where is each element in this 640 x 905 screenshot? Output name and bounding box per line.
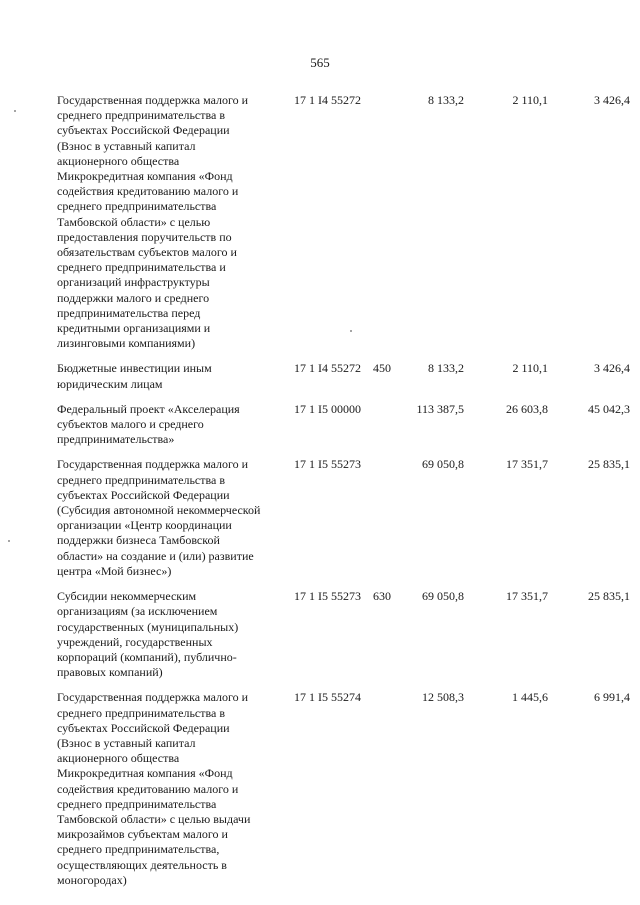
row-value-3: 6 991,4 xyxy=(594,690,630,705)
row-value-2: 17 351,7 xyxy=(506,589,548,604)
table-row xyxy=(0,402,640,448)
table-row xyxy=(0,457,640,579)
row-value-3: 3 426,4 xyxy=(594,361,630,376)
row-value-1: 12 508,3 xyxy=(422,690,464,705)
row-name: Бюджетные инвестиции иным юридическим лицам xyxy=(57,361,212,391)
row-value-1: 69 050,8 xyxy=(422,457,464,472)
row-value-1: 8 133,2 xyxy=(428,93,464,107)
row-name: Государственная поддержка малого и среднего предпринимательства в субъектах Российской Федерации (Взнос в уставный капитал акционерного общества Микрокредитная компания «Фонд содействия кредитованию малого и среднего предпринимательства Тамбовской области» с целью выдачи микрозаймов субъектам малого и среднего предпринимательства, осуществляющих деятельность в моногородах) xyxy=(57,690,251,887)
budget-table xyxy=(0,93,640,898)
row-expense-type: 450 xyxy=(373,361,391,376)
row-name: Государственная поддержка малого и среднего предпринимательства в субъектах Российской Федерации (Взнос в уставный капитал акционерного общества Микрокредитная компания «Фонд содействия кредитованию малого и среднего предпринимательства Тамбовской области» с целью предоставления поручительств по обязательствам субъектов малого и среднего предпринимательства и организаций инфраструктуры поддержки малого и среднего предпринимательства перед кредитными организациями и лизинговыми компаниями) xyxy=(57,93,249,351)
row-value-3: 25 835,1 xyxy=(588,457,630,472)
row-code: 17 1 I5 55274 xyxy=(294,690,361,705)
row-value-3: 3 426,4 xyxy=(594,93,630,107)
row-value-1: 113 387,5 xyxy=(416,401,464,416)
row-value-1: 8 133,2 xyxy=(428,361,464,376)
row-expense-type: 630 xyxy=(373,589,391,604)
table-row xyxy=(0,361,640,391)
row-code: 17 1 I5 00000 xyxy=(294,401,361,416)
table-row xyxy=(0,93,640,351)
row-value-2: 17 351,7 xyxy=(506,457,548,472)
row-value-2: 26 603,8 xyxy=(506,401,548,416)
row-value-3: 45 042,3 xyxy=(588,401,630,416)
row-code: 17 1 I4 55272 xyxy=(294,361,361,376)
row-code: 17 1 I4 55272 xyxy=(294,93,361,107)
row-code: 17 1 I5 55273 xyxy=(294,457,361,472)
row-name: Государственная поддержка малого и среднего предпринимательства в субъектах Российской Федерации (Субсидия автономной некоммерческой организации «Центр координации поддержки бизнеса Тамбовской области» на создание и (или) развитие центра «Мой бизнес») xyxy=(57,457,261,578)
table-row xyxy=(0,690,640,888)
row-name: Федеральный проект «Акселерация субъектов малого и среднего предпринимательства» xyxy=(57,401,240,447)
page-number: 565 xyxy=(310,55,330,70)
row-value-1: 69 050,8 xyxy=(422,589,464,604)
table-row xyxy=(0,589,640,680)
row-value-3: 25 835,1 xyxy=(588,589,630,604)
row-code: 17 1 I5 55273 xyxy=(294,589,361,604)
row-value-2: 1 445,6 xyxy=(512,690,548,705)
row-value-2: 2 110,1 xyxy=(512,93,548,107)
row-value-2: 2 110,1 xyxy=(512,361,548,376)
row-name: Субсидии некоммерческим организациям (за исключением государственных (муниципальных) учреждений, государственных корпораций (компаний), публично- правовых компаний) xyxy=(57,589,239,680)
